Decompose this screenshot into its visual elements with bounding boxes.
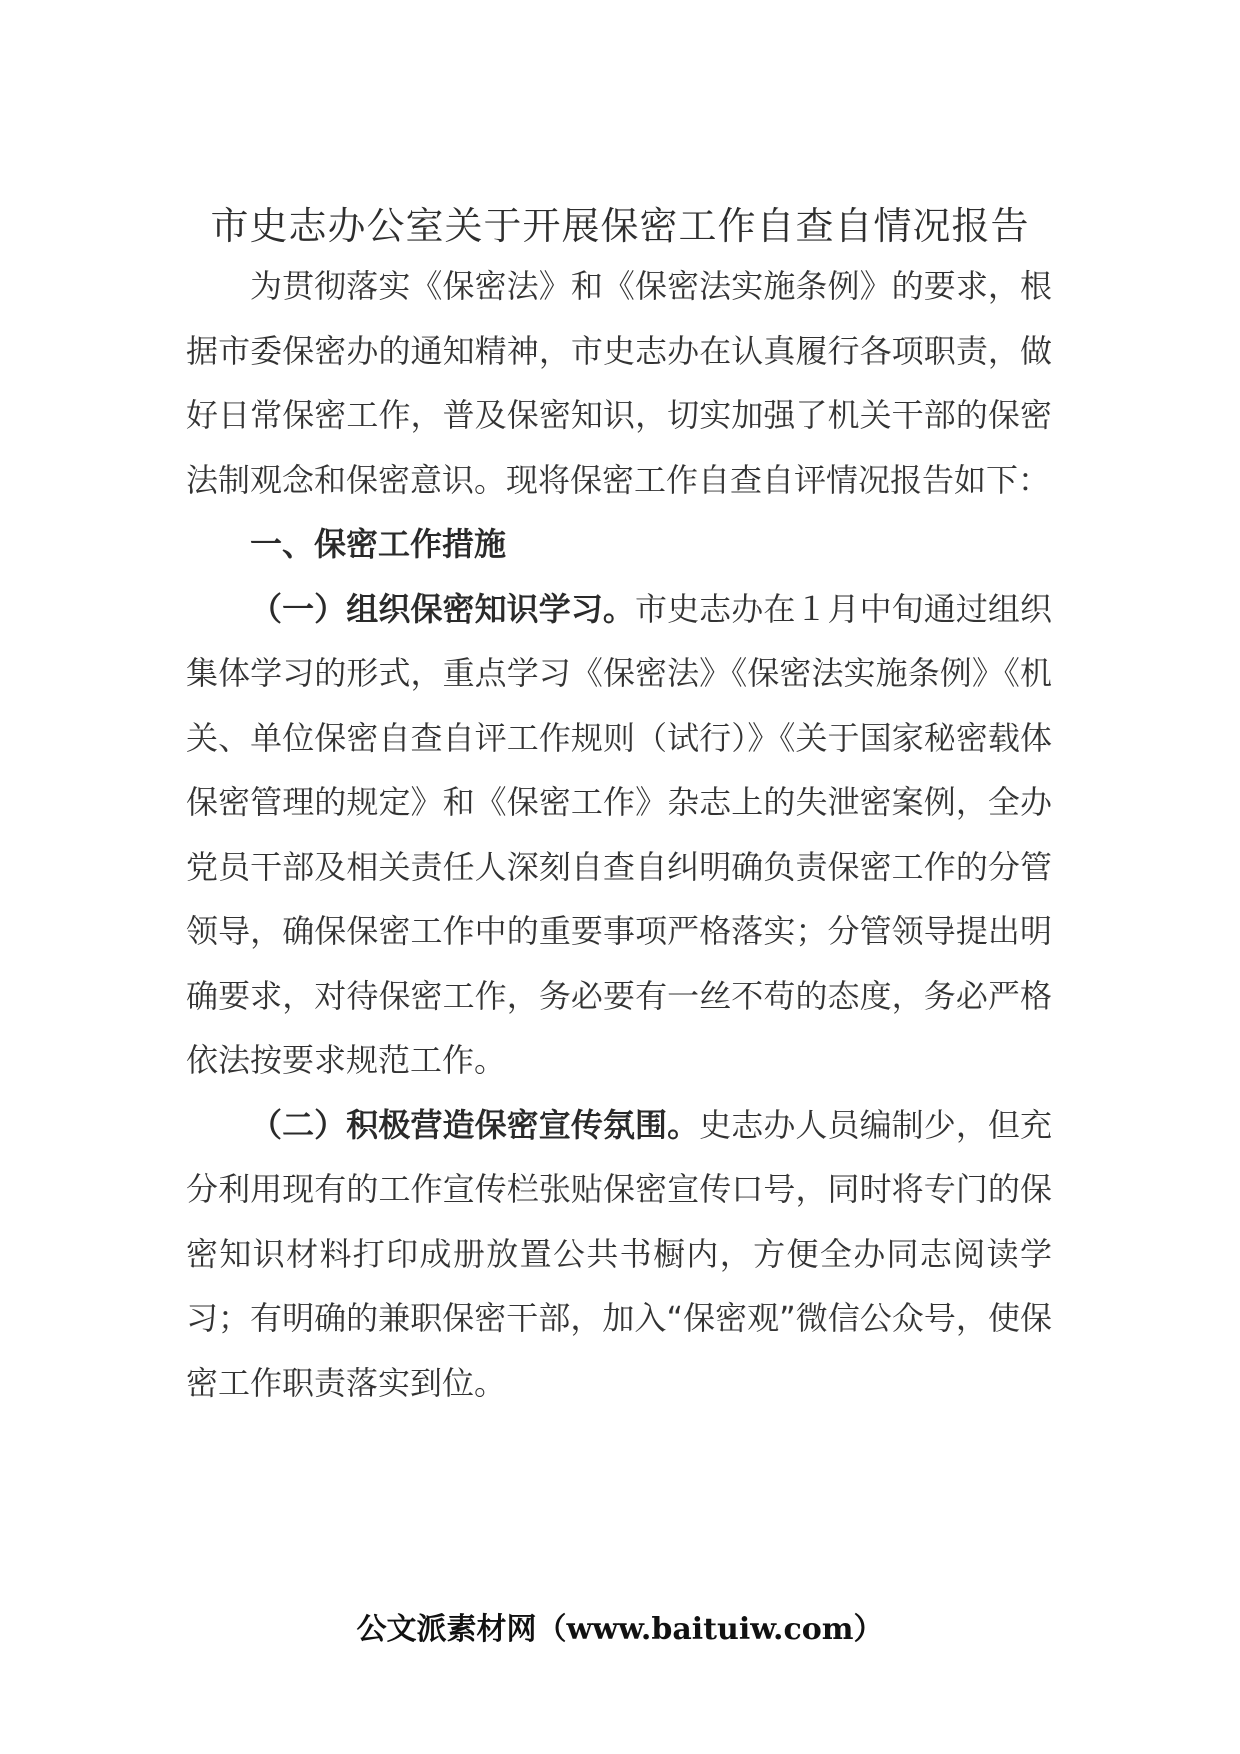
item-1-lead: （一）组织保密知识学习。 bbox=[250, 589, 635, 628]
item-2-paragraph bbox=[186, 1093, 1052, 1416]
item-1-paragraph bbox=[186, 577, 1052, 1093]
document-title: 市史志办公室关于开展保密工作自查自情况报告 bbox=[210, 204, 1030, 248]
item-2-text: 史志办人员编制少，但充分利用现有的工作宣传栏张贴保密宣传口号，同时将专门的保密知识材料打印成册放置公共书橱内，方便全办同志阅读学习；有明确的兼职保密干部，加入“保密观”微信公众号，使保密工作职责落实到位。 bbox=[186, 1105, 1052, 1402]
section-heading: 一、保密工作措施 bbox=[250, 525, 507, 563]
footer-watermark: 公文派素材网（www.baituiw.com） bbox=[356, 1612, 884, 1647]
item-1-text: 市史志办在１月中旬通过组织集体学习的形式，重点学习《保密法》《保密法实施条例》《机关、单位保密自查自评工作规则（试行）》《关于国家秘密载体保密管理的规定》和《保密工作》杂志上的失泄密案例，全办党员干部及相关责任人深刻自查自纠明确负责保密工作的分管领导，确保保密工作中的重要事项严格落实；分管领导提出明确要求，对待保密工作，务必要有一丝不苟的态度，务必严格依法按要求规范工作。 bbox=[186, 589, 1052, 1079]
document-body bbox=[186, 254, 1052, 1415]
item-2-lead: （二）积极营造保密宣传氛围。 bbox=[250, 1105, 700, 1144]
intro-paragraph: 为贯彻落实《保密法》和《保密法实施条例》的要求，根据市委保密办的通知精神，市史志办在认真履行各项职责，做好日常保密工作，普及保密知识，切实加强了机关干部的保密法制观念和保密意识。现将保密工作自查自评情况报告如下： bbox=[186, 267, 1052, 499]
